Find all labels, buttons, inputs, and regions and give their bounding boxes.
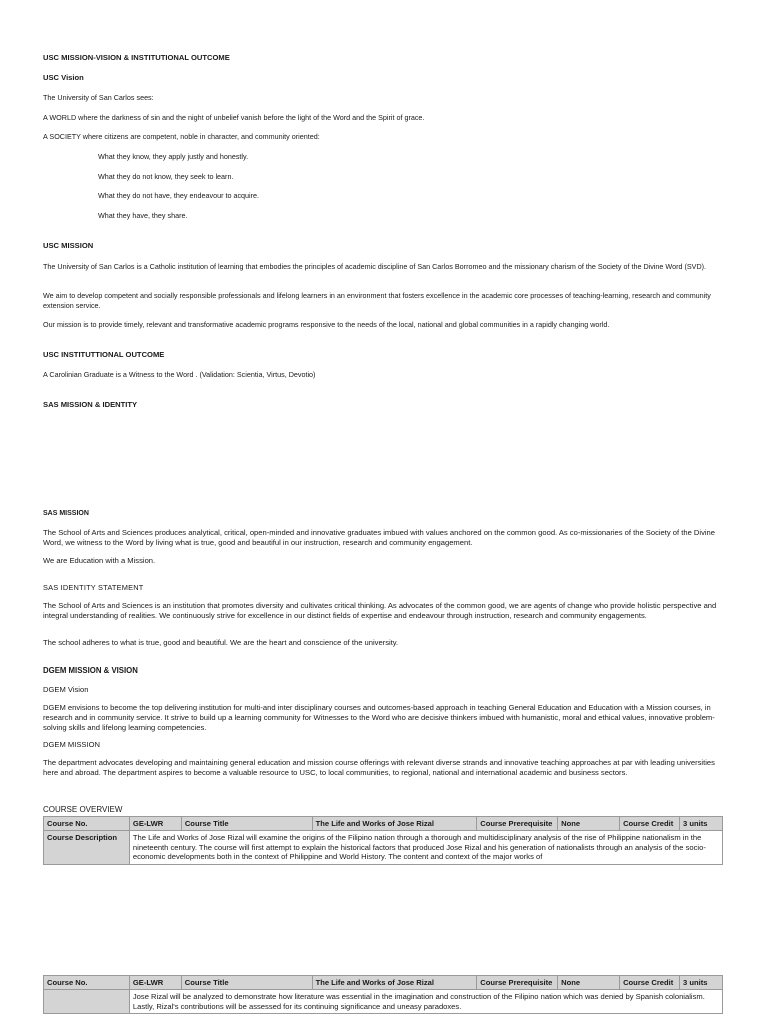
credit-label: Course Credit <box>620 976 680 990</box>
course-table-continued <box>43 975 723 1014</box>
description-label-blank <box>44 990 130 1014</box>
dgem-mission-heading: DGEM MISSION <box>43 740 100 749</box>
usc-vision-item: What they have, they share. <box>98 211 188 220</box>
sas-mission-paragraph: We are Education with a Mission. <box>43 556 156 565</box>
usc-vision-item: What they do not know, they seek to learn. <box>98 172 234 181</box>
description-text: The Life and Works of Jose Rizal will examine the origins of the Filipino nation through a thorough and multidisciplinary analysis of the rise of Philippine nationalism in the nineteenth century. The course will first attempt to explain the historical factors that produced Jose Rizal and his generation of nationalists through an analysis of the socio-economic developments both in the context of Philippine and World History. The content and context of the major works of <box>129 831 722 864</box>
table-row <box>44 990 723 1014</box>
course-no-label: Course No. <box>44 817 130 831</box>
usc-outcome-text: A Carolinian Graduate is a Witness to the Word . (Validation: Scientia, Virtus, Devotio) <box>43 370 316 379</box>
course-no-value: GE-LWR <box>129 817 181 831</box>
credit-value: 3 units <box>679 817 722 831</box>
usc-vision-item: What they know, they apply justly and honestly. <box>98 152 249 161</box>
table-row <box>44 976 723 990</box>
usc-vision-heading: USC Vision <box>43 73 84 82</box>
sas-identity-heading: SAS IDENTITY STATEMENT <box>43 583 144 592</box>
sas-heading: SAS MISSION & IDENTITY <box>43 400 138 409</box>
prerequisite-value: None <box>558 976 620 990</box>
credit-label: Course Credit <box>620 817 680 831</box>
sas-identity-paragraph: The School of Arts and Sciences is an institution that promotes diversity and cultivates critical thinking. As advocates of the common good, we are agents of change who provide holistic perspective and integral understanding of realities. We continuously strive for excellence in our distinct fields of expertise and endeavour through instruction, research and community engagements. <box>43 601 717 620</box>
course-title-value: The Life and Works of Jose Rizal <box>312 817 477 831</box>
course-no-value: GE-LWR <box>129 976 181 990</box>
usc-vision-item: What they do not have, they endeavour to acquire. <box>98 191 260 200</box>
usc-vision-intro: The University of San Carlos sees: <box>43 93 154 102</box>
credit-value: 3 units <box>679 976 722 990</box>
usc-vision-world: A WORLD where the darkness of sin and the night of unbelief vanish before the light of the Word and the Spirit of grace. <box>43 113 425 122</box>
sas-mission-heading: SAS MISSION <box>43 510 89 517</box>
course-no-label: Course No. <box>44 976 130 990</box>
course-title-label: Course Title <box>181 817 312 831</box>
dgem-vision-text: DGEM envisions to become the top delivering institution for multi-and inter disciplinary courses and outcomes-based approach in teaching General Education and Education with a Mission courses, in research and in community service. It strive to build up a learning community for Witnesses to the Word who are decisive thinkers imbued with humanistic, moral and ethical values, innovative problem-solving skills and lifelong learning competencies. <box>43 703 715 732</box>
course-overview-heading: COURSE OVERVIEW <box>43 805 123 814</box>
prerequisite-label: Course Prerequisite <box>477 976 558 990</box>
course-table-page1 <box>43 816 725 877</box>
usc-mission-paragraph: Our mission is to provide timely, relevant and transformative academic programs responsive to the needs of the local, national and global communities in a rapidly changing world. <box>43 320 610 329</box>
table-row <box>44 831 723 864</box>
usc-mission-paragraph: The University of San Carlos is a Catholic institution of learning that embodies the principles of academic discipline of San Carlos Borromeo and the missionary charism of the Society of the Divine Word (SVD). <box>43 262 707 271</box>
sas-mission-paragraph: The School of Arts and Sciences produces analytical, critical, open-minded and innovative graduates imbued with values anchored on the common good. As co-missionaries of the Society of the Divine Word, we witness to the Word by living what is true, good and beautiful in our instruction, research and community engagement. <box>43 528 715 547</box>
sas-identity-paragraph: The school adheres to what is true, good and beautiful. We are the heart and conscience of the university. <box>43 638 399 647</box>
dgem-mission-text: The department advocates developing and maintaining general education and mission course offerings with relevant diverse strands and innovative teaching approaches at par with leading universities here and abroad. The department aspires to become a valuable resource to USC, to local communities, to regional, national and international academic and business sectors. <box>43 758 715 777</box>
table-row <box>44 817 723 831</box>
prerequisite-label: Course Prerequisite <box>477 817 558 831</box>
usc-mission-heading: USC MISSION <box>43 241 94 250</box>
course-table <box>43 816 723 865</box>
usc-title: USC MISSION-VISION & INSTITUTIONAL OUTCOME <box>43 53 230 62</box>
usc-vision-society: A SOCIETY where citizens are competent, noble in character, and community oriented: <box>43 132 320 141</box>
description-label: Course Description <box>44 831 130 864</box>
usc-outcome-heading: USC INSTITUTTIONAL OUTCOME <box>43 350 165 359</box>
course-title-value: The Life and Works of Jose Rizal <box>312 976 477 990</box>
prerequisite-value: None <box>558 817 620 831</box>
dgem-vision-heading: DGEM Vision <box>43 685 89 694</box>
course-title-label: Course Title <box>181 976 312 990</box>
usc-mission-paragraph: We aim to develop competent and socially responsible professionals and lifelong learners in an environment that fosters excellence in the academic core processes of teaching-learning, research and community extension service. <box>43 291 711 310</box>
course-table-page2 <box>43 975 725 1024</box>
description-text: Jose Rizal will be analyzed to demonstrate how literature was essential in the imagination and construction of the Filipino nation which was denied by Spanish colonialism. Lastly, Rizal's contributions will be assessed for its continuing significance and uneasy paradoxes. <box>129 990 722 1014</box>
dgem-heading: DGEM MISSION & VISION <box>43 666 138 675</box>
